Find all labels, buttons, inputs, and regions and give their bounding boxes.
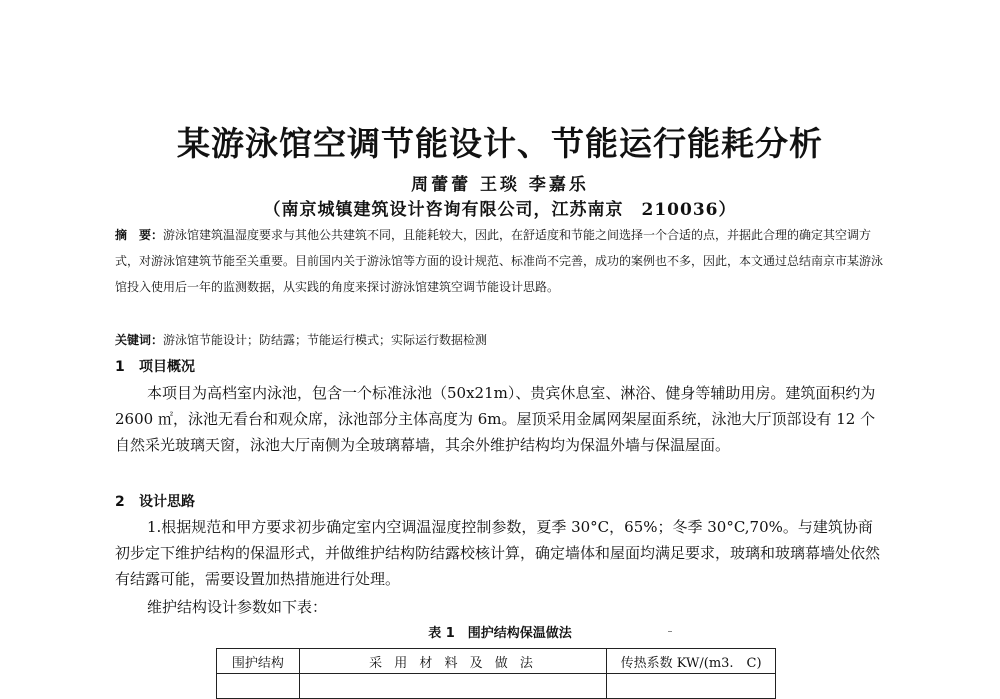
keywords (115, 330, 885, 350)
table-cell (607, 674, 776, 699)
table-header-cell: 采 用 材 料 及 做 法 (299, 649, 606, 674)
table-cell (217, 674, 300, 699)
keywords-label: 关键词： (115, 333, 164, 347)
section-heading-1 (115, 357, 195, 377)
section-title: 设计思路 (139, 494, 195, 510)
insulation-table (216, 648, 776, 699)
table-header-cell: 围护结构 (217, 649, 300, 674)
abstract (115, 222, 885, 300)
table-header-row (217, 649, 776, 674)
scan-speck (668, 631, 672, 632)
paper-title: 某游泳馆空调节能设计、节能运行能耗分析 (177, 124, 823, 163)
table-row (217, 674, 776, 699)
section-number: 1 (115, 359, 125, 375)
section-heading-2 (115, 492, 195, 512)
section-title: 项目概况 (139, 359, 195, 375)
section-2-paragraph: 1.根据规范和甲方要求初步确定室内空调温湿度控制参数，夏季 30°C，65%；冬季 30°C,70%。与建筑协商初步定下维护结构的保温形式，并做维护结构防结露校核计算，确定墙体和屋面均满足要求，玻璃和玻璃幕墙处依然有结露可能，需要设置加热措施进行处理。 (115, 518, 881, 588)
table-cell (299, 674, 606, 699)
affiliation: （南京城镇建筑设计咨询有限公司，江苏南京 210036） (263, 200, 737, 220)
table-intro: 维护结构设计参数如下表： (147, 598, 328, 616)
abstract-text: 游泳馆建筑温湿度要求与其他公共建筑不同，且能耗较大，因此，在舒适度和节能之间选择一个合适的点，并据此合理的确定其空调方式，对游泳馆建筑节能至关重要。目前国内关于游泳馆等方面的设计规范、标准尚不完善，成功的案例也不多，因此，本文通过总结南京市某游泳馆投入使用后一年的监测数据，从实践的角度来探讨游泳馆建筑空调节能设计思路。 (115, 228, 884, 294)
section-number: 2 (115, 494, 125, 510)
abstract-label: 摘 要： (115, 228, 164, 242)
authors: 周蕾蕾 王琰 李嘉乐 (411, 175, 589, 195)
table-caption: 表 1 围护结构保温做法 (428, 626, 572, 641)
table-header-cell: 传热系数 KW/(m3. C) (607, 649, 776, 674)
keywords-text: 游泳馆节能设计；防结露；节能运行模式；实际运行数据检测 (163, 333, 488, 347)
section-1-paragraph: 本项目为高档室内泳池，包含一个标准泳池（50x21m）、贵宾休息室、淋浴、健身等辅助用房。建筑面积约为 2600 ㎡，泳池无看台和观众席，泳池部分主体高度为 6m。屋顶采用金属网架屋面系统，泳池大厅顶部设有 12 个自然采光玻璃天窗，泳池大厅南侧为全玻璃幕墙，其余外维护结构均为保温外墙与保温屋面。 (115, 384, 876, 454)
